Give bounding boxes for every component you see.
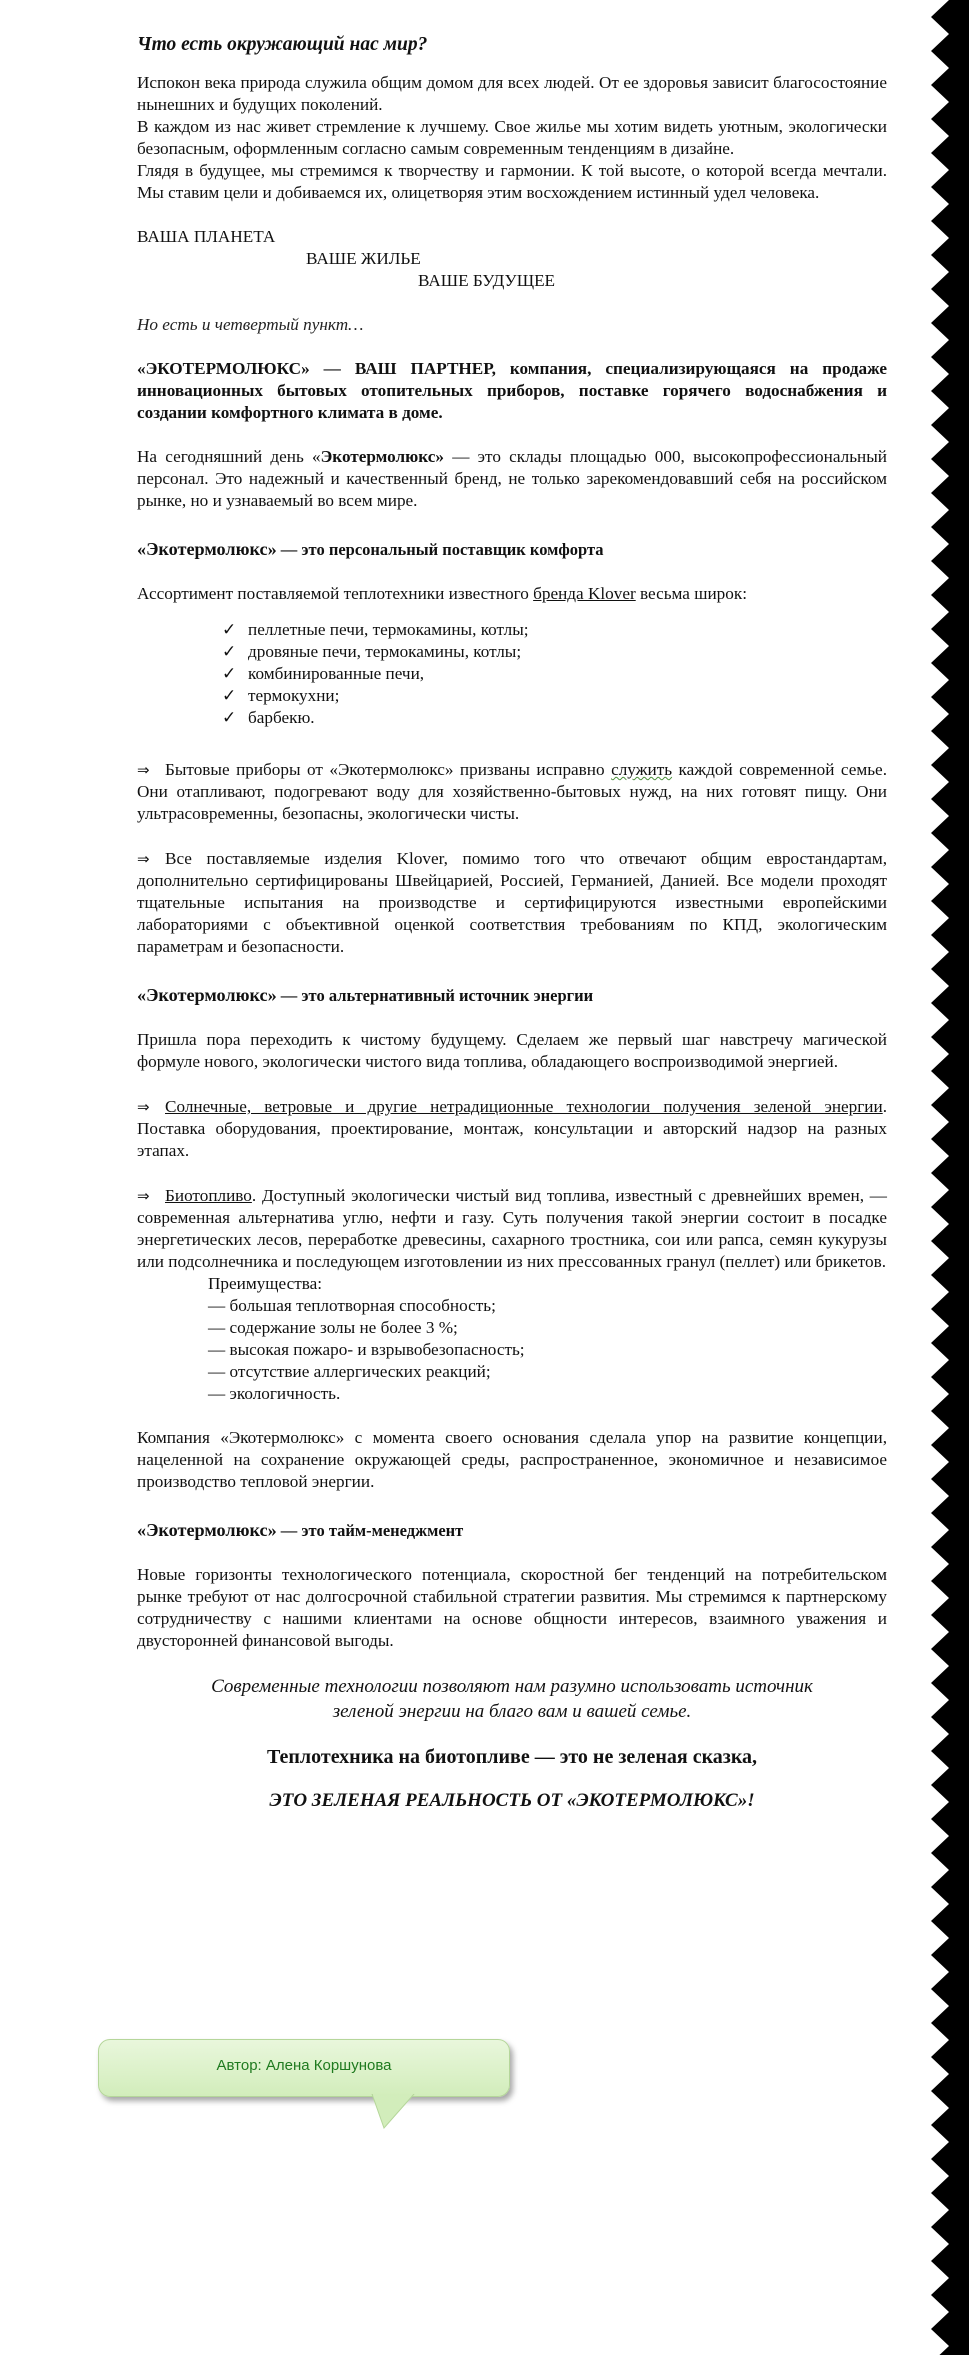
planet-line: ВАША ПЛАНЕТА [137,227,276,246]
company-paragraph: Компания «Экотермолюкс» с момента своего основания сделала упор на развитие концепции, нацеленной на сохранение окружающей среды, распространенное, экономичное и независимое производство тепловой энергии. [137,1428,887,1491]
intro-paragraph-2: В каждом из нас живет стремление к лучшему. Свое жилье мы хотим видеть уютным, экологически безопасным, оформленным согласно самым современным тенденциям в дизайне. [137,117,887,158]
check-icon: ✓ [222,620,237,639]
assortment-text-1: Ассортимент поставляемой теплотехники известного [137,584,534,603]
future-paragraph: Пришла пора переходить к чистому будущему. Сделаем же первый шаг навстречу магической формуле нового, экологически чистого вида топлива, обладающего воспроизводимой энергией. [137,1030,887,1071]
biofuel-text: . Доступный экологически чистый вид топлива, известный с древнейших времен, — современная альтернатива углю, нефти и газу. Суть получения такой энергии состоит в посадке энергетических лесов, переработке древесины, сахарного тростника, сои или рапса, семян кукурузы или подсолнечника и последующем изготовлении из них прессованных гранул (пеллет) или брикетов. [137,1186,887,1271]
solar-text: . Поставка оборудования, проектирование, монтаж, консультации и авторский надзор на разных этапах. [137,1097,887,1160]
list-item [222,641,887,663]
section-brand: «Экотермолюкс» [137,539,277,559]
list-item-text: пеллетные печи, термокамины, котлы; [248,620,529,639]
arrow-icon: ⇒ [137,1098,150,1116]
list-item-text: дровяные печи, термокамины, котлы; [248,642,522,661]
slogan-reality: ЭТО ЗЕЛЕНАЯ РЕАЛЬНОСТЬ ОТ «ЭКОТЕРМОЛЮКС»! [269,1790,755,1811]
product-list [137,619,887,729]
list-item [222,619,887,641]
assortment-text-2: весьма широк: [635,584,747,603]
klover-brand-link[interactable]: бренда Klover [533,584,636,603]
author-callout [98,2039,510,2097]
torn-page-edge [909,0,969,2355]
check-icon: ✓ [222,642,237,661]
solar-paragraph [137,1096,887,1162]
advantage-item: — большая теплотворная способность; [208,1296,496,1315]
devices-paragraph [137,759,887,825]
quote-line-2: зеленой энергии на благо вам и вашей семье. [332,1701,692,1722]
biofuel-link[interactable]: Биотопливо [165,1186,252,1205]
section-heading-energy [137,984,887,1007]
klover-text: Все поставляемые изделия Klover, помимо того что отвечают общим евростандартам, дополнительно сертифицированы Швейцарией, Россией, Германией, Данией. Все модели проходят тщательные испытания на производстве и сертифицируются известными европейскими лабораториями с объективной оценкой соответствия требованиям по КПД, экологическим параметрам и безопасности. [137,849,887,956]
intro-paragraph-3: Глядя в будущее, мы стремимся к творчеству и гармонии. К той высоте, о которой всегда мечтали. Мы ставим цели и добиваемся их, олицетворяя этим восхождением истинный удел человека. [137,161,887,202]
biofuel-paragraph [137,1185,887,1273]
green-energy-link[interactable]: Солнечные, ветровые и другие нетрадиционные технологии получения зеленой энергии [165,1097,883,1116]
section-brand: «Экотермолюкс» [137,985,277,1005]
today-paragraph [137,446,887,512]
devices-text-1: Бытовые приборы от «Экотермолюкс» призваны исправно [165,760,612,779]
section-heading-time [137,1519,887,1542]
list-item [222,707,887,729]
section-rest: — это альтернативный источник энергии [276,986,594,1005]
serve-word: служить [611,760,673,779]
quote-line-1: Современные технологии позволяют нам разумно использовать источник [211,1676,813,1697]
callout-tail [370,2094,420,2130]
partner-paragraph: «ЭКОТЕРМОЛЮКС» — ВАШ ПАРТНЕР, компания, специализирующаяся на продаже инновационных бытовых отопительных приборов, поставке горячего водоснабжения и создании комфортного климата в доме. [137,359,887,422]
devices-text-2: каждой современной семье. Они отапливают, подогревают воду для хозяйственно-бытовых нужд, на них готовят пищу. Они ультрасовременны, безопасны, экологически чисты. [137,760,887,823]
arrow-icon: ⇒ [137,761,150,779]
slogan-main: Теплотехника на биотопливе — это не зеленая сказка, [266,1746,758,1768]
intro-paragraph-1: Испокон века природа служила общим домом для всех людей. От ее здоровья зависит благосостояние нынешних и будущих поколений. [137,73,887,114]
check-icon: ✓ [222,686,237,705]
advantages-title: Преимущества: [208,1274,323,1293]
section-rest: — это тайм-менеджмент [276,1521,464,1540]
today-text-2: — это склады площадью 000, высокопрофессиональный персонал. Это надежный и качественный бренд, не только зарекомендовавший себя на российском рынке, но и узнаваемый во всем мире. [137,447,887,510]
advantage-item: — высокая пожаро- и взрывобезопасность; [208,1340,525,1359]
document-page [137,32,887,1812]
assortment-paragraph [137,583,887,605]
today-brand: Экотермолюкс» [320,447,445,466]
section-rest: — это персональный поставщик комфорта [276,540,604,559]
arrow-icon: ⇒ [137,850,150,868]
fourth-point: Но есть и четвертый пункт… [137,315,364,334]
quote [137,1674,887,1724]
list-item-text: барбекю. [248,708,315,727]
advantage-item: — содержание золы не более 3 %; [208,1318,458,1337]
page-title: Что есть окружающий нас мир? [137,34,428,55]
horizons-paragraph: Новые горизонты технологического потенциала, скоростной бег тенденций на потребительском рынке требуют от нас долгосрочной стабильной стратегии развития. Мы стремимся к партнерскому сотрудничеству с нашими клиентами на основе общности интересов, взаимного уважения и двусторонней финансовой выгоды. [137,1565,887,1650]
advantage-item: — экологичность. [208,1384,341,1403]
home-line: ВАШЕ ЖИЛЬЕ [306,249,421,268]
check-icon: ✓ [222,708,237,727]
list-item [222,685,887,707]
check-icon: ✓ [222,664,237,683]
klover-paragraph [137,848,887,958]
advantage-item: — отсутствие аллергических реакций; [208,1362,491,1381]
list-item-text: термокухни; [248,686,340,705]
list-item-text: комбинированные печи, [248,664,425,683]
section-heading-supplier [137,538,887,561]
arrow-icon: ⇒ [137,1187,150,1205]
list-item [222,663,887,685]
section-brand: «Экотермолюкс» [137,1520,277,1540]
author-label: Автор: Алена Коршунова [216,2057,392,2074]
today-text-1: На сегодняшний день « [137,447,321,466]
future-line: ВАШЕ БУДУЩЕЕ [418,271,556,290]
